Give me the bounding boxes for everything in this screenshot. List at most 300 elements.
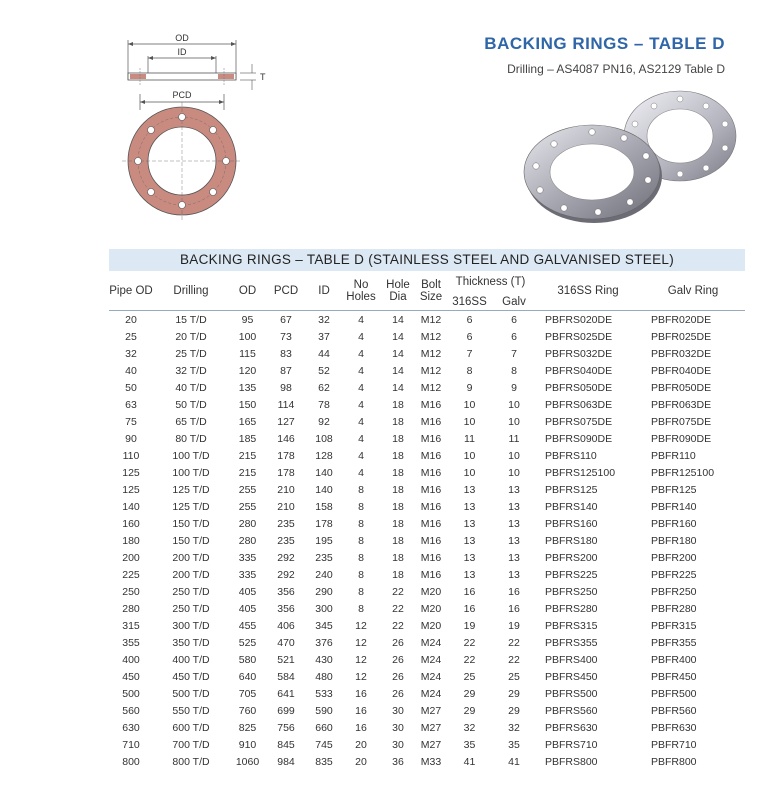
table-row <box>109 481 745 498</box>
cell-id: 235 <box>315 551 333 564</box>
cell-no-holes: 4 <box>358 398 364 411</box>
col-316ss-ring: 316SS Ring <box>557 284 619 297</box>
cell-thickness-316ss: 8 <box>466 364 473 377</box>
cell-316ss-ring: PBFRS032DE <box>545 347 613 360</box>
cell-drilling: 300 T/D <box>172 619 210 632</box>
cell-thickness-316ss: 29 <box>463 687 476 700</box>
cell-no-holes: 16 <box>355 704 367 717</box>
cell-pipe-od: 32 <box>125 347 137 360</box>
t-label: T <box>260 72 266 82</box>
cell-thickness-galv: 29 <box>508 687 520 700</box>
cell-drilling: 32 T/D <box>175 364 207 377</box>
no-holes-line1: No <box>353 278 369 291</box>
table-row <box>109 311 745 329</box>
cell-thickness-316ss: 25 <box>463 670 476 683</box>
cell-no-holes: 8 <box>358 534 364 547</box>
cell-galv-ring: PBFR160 <box>651 517 697 530</box>
cell-pcd: 470 <box>277 636 295 649</box>
cell-pipe-od: 140 <box>122 500 140 513</box>
cell-od: 165 <box>238 415 257 428</box>
col-galv-ring: Galv Ring <box>667 284 719 297</box>
cell-pcd: 984 <box>277 755 295 768</box>
cell-id: 835 <box>315 755 333 768</box>
cell-pipe-od: 355 <box>122 636 140 649</box>
cell-bolt-size: M16 <box>420 551 442 564</box>
table-row <box>109 515 745 532</box>
cell-thickness-316ss: 13 <box>463 517 476 530</box>
header <box>484 34 725 76</box>
cell-id: 140 <box>315 483 333 496</box>
cell-od: 215 <box>238 466 257 479</box>
cell-od: 255 <box>238 483 257 496</box>
cell-id: 158 <box>315 500 333 513</box>
cell-bolt-size: M12 <box>420 330 442 343</box>
cell-316ss-ring: PBFRS250 <box>545 585 598 598</box>
cell-no-holes: 4 <box>358 449 364 462</box>
cell-316ss-ring: PBFRS125 <box>545 483 598 496</box>
col-pipe-od: Pipe OD <box>109 284 153 297</box>
cell-od: 100 <box>238 330 257 343</box>
table-row <box>109 600 745 617</box>
cell-no-holes: 16 <box>355 687 367 700</box>
cell-hole-dia: 14 <box>392 313 404 326</box>
cell-pcd: 756 <box>277 721 295 734</box>
cell-316ss-ring: PBFRS400 <box>545 653 598 666</box>
cell-thickness-316ss: 13 <box>463 483 476 496</box>
cell-od: 705 <box>238 687 257 700</box>
cell-hole-dia: 30 <box>392 704 404 717</box>
cell-thickness-galv: 9 <box>511 381 517 394</box>
table-header <box>109 271 745 311</box>
cell-thickness-galv: 32 <box>508 721 520 734</box>
cell-galv-ring: PBFR800 <box>651 755 697 768</box>
cell-thickness-galv: 6 <box>511 313 517 326</box>
table-row <box>109 447 745 464</box>
cell-316ss-ring: PBFRS125100 <box>545 466 616 479</box>
cell-galv-ring: PBFR250 <box>651 585 697 598</box>
hole-dia-line1: Hole <box>386 278 410 291</box>
table-row <box>109 651 745 668</box>
cell-pcd: 406 <box>277 619 295 632</box>
cell-od: 135 <box>238 381 257 394</box>
cell-id: 345 <box>315 619 333 632</box>
cell-hole-dia: 18 <box>392 551 404 564</box>
cell-bolt-size: M27 <box>420 704 442 717</box>
cell-316ss-ring: PBFRS160 <box>545 517 598 530</box>
cell-316ss-ring: PBFRS075DE <box>545 415 613 428</box>
cell-bolt-size: M16 <box>420 466 442 479</box>
cell-od: 910 <box>238 738 257 751</box>
cell-bolt-size: M16 <box>420 534 442 547</box>
cell-pipe-od: 50 <box>125 381 137 394</box>
table-row <box>109 396 745 413</box>
cell-hole-dia: 18 <box>392 466 404 479</box>
col-pcd: PCD <box>273 284 299 297</box>
cell-bolt-size: M16 <box>420 483 442 496</box>
cell-no-holes: 12 <box>355 619 367 632</box>
col-thickness-316ss: 316SS <box>452 295 487 308</box>
cell-thickness-316ss: 41 <box>463 755 476 768</box>
cell-no-holes: 8 <box>358 602 364 615</box>
cell-pipe-od: 110 <box>122 449 140 462</box>
cell-drilling: 80 T/D <box>175 432 207 445</box>
cell-thickness-316ss: 10 <box>463 398 476 411</box>
cell-thickness-316ss: 22 <box>463 653 476 666</box>
cell-id: 745 <box>315 738 333 751</box>
cell-thickness-galv: 16 <box>508 585 520 598</box>
cell-pipe-od: 250 <box>122 585 140 598</box>
cell-id: 376 <box>315 636 333 649</box>
cell-thickness-316ss: 35 <box>463 738 476 751</box>
cell-drilling: 450 T/D <box>172 670 210 683</box>
cell-bolt-size: M16 <box>420 449 442 462</box>
cell-drilling: 800 T/D <box>172 755 210 768</box>
cell-id: 128 <box>315 449 333 462</box>
cell-no-holes: 16 <box>355 721 367 734</box>
cell-galv-ring: PBFR560 <box>651 704 697 717</box>
cell-316ss-ring: PBFRS560 <box>545 704 598 717</box>
cell-drilling: 550 T/D <box>172 704 210 717</box>
cell-galv-ring: PBFR315 <box>651 619 697 632</box>
cell-no-holes: 8 <box>358 551 364 564</box>
cell-od: 335 <box>238 551 257 564</box>
cell-no-holes: 4 <box>358 364 364 377</box>
cell-thickness-316ss: 16 <box>463 585 476 598</box>
cell-316ss-ring: PBFRS040DE <box>545 364 613 377</box>
cell-od: 335 <box>238 568 257 581</box>
cell-pcd: 641 <box>277 687 295 700</box>
cell-galv-ring: PBFR355 <box>651 636 697 649</box>
cell-no-holes: 4 <box>358 381 364 394</box>
cell-id: 290 <box>315 585 333 598</box>
id-label: ID <box>177 47 187 57</box>
table-row <box>109 566 745 583</box>
cell-id: 300 <box>315 602 333 615</box>
cell-id: 140 <box>315 466 333 479</box>
table-row <box>109 549 745 566</box>
cell-pipe-od: 225 <box>122 568 140 581</box>
cell-id: 52 <box>318 364 330 377</box>
cell-pipe-od: 500 <box>122 687 140 700</box>
cell-bolt-size: M16 <box>420 517 442 530</box>
cell-od: 215 <box>238 449 257 462</box>
cell-thickness-316ss: 22 <box>463 636 476 649</box>
cell-no-holes: 4 <box>358 415 364 428</box>
cell-drilling: 125 T/D <box>172 500 210 513</box>
cell-id: 78 <box>318 398 330 411</box>
cell-bolt-size: M24 <box>420 636 442 649</box>
cell-pcd: 178 <box>277 466 295 479</box>
cell-galv-ring: PBFR110 <box>651 449 696 462</box>
cell-galv-ring: PBFR025DE <box>651 330 712 343</box>
cell-316ss-ring: PBFRS090DE <box>545 432 613 445</box>
cell-bolt-size: M16 <box>420 432 442 445</box>
cell-drilling: 150 T/D <box>172 534 210 547</box>
cell-pcd: 98 <box>280 381 292 394</box>
cell-thickness-galv: 35 <box>508 738 520 751</box>
cell-no-holes: 20 <box>355 755 367 768</box>
cell-drilling: 15 T/D <box>175 313 207 326</box>
cell-bolt-size: M16 <box>420 415 442 428</box>
bolt-size-line1: Bolt <box>421 278 441 291</box>
cell-thickness-galv: 10 <box>508 466 520 479</box>
cell-drilling: 150 T/D <box>172 517 210 530</box>
cell-no-holes: 4 <box>358 432 364 445</box>
cell-drilling: 250 T/D <box>172 585 210 598</box>
cell-bolt-size: M20 <box>420 619 442 632</box>
cell-drilling: 25 T/D <box>175 347 207 360</box>
cell-pipe-od: 180 <box>122 534 140 547</box>
cell-id: 108 <box>315 432 333 445</box>
cell-thickness-316ss: 16 <box>463 602 476 615</box>
cell-id: 62 <box>318 381 330 394</box>
cell-od: 405 <box>238 602 257 615</box>
cell-hole-dia: 26 <box>392 687 404 700</box>
cell-pcd: 127 <box>277 415 295 428</box>
cell-thickness-316ss: 13 <box>463 500 476 513</box>
cell-galv-ring: PBFR050DE <box>651 381 712 394</box>
cell-316ss-ring: PBFRS355 <box>545 636 598 649</box>
cell-thickness-galv: 10 <box>508 398 520 411</box>
cell-pipe-od: 40 <box>125 364 137 377</box>
cell-hole-dia: 36 <box>392 755 404 768</box>
cell-thickness-galv: 16 <box>508 602 520 615</box>
cell-no-holes: 12 <box>355 670 367 683</box>
cell-thickness-316ss: 29 <box>463 704 476 717</box>
cell-thickness-galv: 25 <box>508 670 520 683</box>
cell-id: 92 <box>318 415 330 428</box>
cell-pipe-od: 400 <box>122 653 140 666</box>
cell-od: 1060 <box>235 755 260 768</box>
cell-od: 580 <box>238 653 257 666</box>
cell-pcd: 83 <box>280 347 292 360</box>
cell-hole-dia: 18 <box>392 449 404 462</box>
cell-thickness-galv: 13 <box>508 534 520 547</box>
cell-thickness-galv: 13 <box>508 500 520 513</box>
cell-pipe-od: 450 <box>122 670 140 683</box>
cell-galv-ring: PBFR200 <box>651 551 697 564</box>
cell-thickness-galv: 41 <box>508 755 520 768</box>
cell-thickness-galv: 13 <box>508 551 520 564</box>
col-id: ID <box>318 284 330 297</box>
cell-pcd: 699 <box>277 704 295 717</box>
cell-bolt-size: M20 <box>420 585 442 598</box>
backing-rings-table <box>109 249 745 770</box>
table-row <box>109 634 745 651</box>
cell-thickness-316ss: 10 <box>463 449 476 462</box>
cell-pcd: 235 <box>277 517 295 530</box>
cell-pcd: 845 <box>277 738 295 751</box>
cell-pcd: 356 <box>277 602 295 615</box>
cell-od: 525 <box>238 636 257 649</box>
cell-316ss-ring: PBFRS280 <box>545 602 598 615</box>
cell-pcd: 73 <box>280 330 292 343</box>
table-row <box>109 413 745 430</box>
cell-no-holes: 4 <box>358 313 364 326</box>
cell-thickness-galv: 13 <box>508 517 520 530</box>
cell-galv-ring: PBFR710 <box>651 738 697 751</box>
cell-316ss-ring: PBFRS110 <box>545 449 597 462</box>
cell-pcd: 210 <box>277 483 295 496</box>
cell-316ss-ring: PBFRS630 <box>545 721 598 734</box>
cell-drilling: 20 T/D <box>175 330 207 343</box>
cell-316ss-ring: PBFRS063DE <box>545 398 613 411</box>
cell-id: 37 <box>318 330 330 343</box>
cell-pcd: 210 <box>277 500 295 513</box>
table-row <box>109 464 745 481</box>
cell-thickness-galv: 6 <box>511 330 517 343</box>
cell-galv-ring: PBFR500 <box>651 687 697 700</box>
table-row <box>109 668 745 685</box>
cell-pipe-od: 315 <box>122 619 140 632</box>
col-bolt-size <box>416 271 446 311</box>
cell-hole-dia: 18 <box>392 432 404 445</box>
cell-galv-ring: PBFR040DE <box>651 364 712 377</box>
cell-thickness-316ss: 6 <box>466 330 473 343</box>
table-row <box>109 379 745 396</box>
cell-thickness-316ss: 13 <box>463 568 476 581</box>
product-photo <box>520 88 750 228</box>
cell-hole-dia: 18 <box>392 568 404 581</box>
cell-pcd: 146 <box>277 432 295 445</box>
cell-316ss-ring: PBFRS450 <box>545 670 598 683</box>
cell-pcd: 292 <box>277 568 295 581</box>
table-row <box>109 532 745 549</box>
cell-id: 178 <box>315 517 333 530</box>
cell-bolt-size: M12 <box>420 313 442 326</box>
cell-thickness-316ss: 32 <box>463 721 476 734</box>
cell-thickness-galv: 19 <box>508 619 520 632</box>
cell-pcd: 521 <box>277 653 295 666</box>
cell-od: 640 <box>238 670 257 683</box>
cell-thickness-316ss: 19 <box>463 619 476 632</box>
cell-bolt-size: M24 <box>420 687 442 700</box>
ring-diagram <box>118 28 278 228</box>
cell-bolt-size: M16 <box>420 500 442 513</box>
cell-od: 95 <box>241 313 254 326</box>
table-row <box>109 583 745 600</box>
cell-316ss-ring: PBFRS225 <box>545 568 598 581</box>
cell-pipe-od: 200 <box>122 551 140 564</box>
cell-pipe-od: 125 <box>122 483 140 496</box>
table-row <box>109 430 745 447</box>
cell-id: 533 <box>315 687 333 700</box>
cell-bolt-size: M12 <box>420 364 442 377</box>
cell-thickness-galv: 13 <box>508 568 520 581</box>
cell-galv-ring: PBFR225 <box>651 568 697 581</box>
cell-id: 44 <box>318 347 330 360</box>
cell-od: 760 <box>238 704 257 717</box>
cell-id: 430 <box>315 653 333 666</box>
table-row <box>109 753 745 770</box>
cell-316ss-ring: PBFRS710 <box>545 738 598 751</box>
cell-drilling: 500 T/D <box>172 687 210 700</box>
cell-pipe-od: 800 <box>122 755 140 768</box>
cell-thickness-316ss: 6 <box>466 313 473 326</box>
cell-drilling: 400 T/D <box>172 653 210 666</box>
cell-bolt-size: M20 <box>420 602 442 615</box>
cell-od: 455 <box>238 619 257 632</box>
cell-hole-dia: 26 <box>392 636 404 649</box>
cell-hole-dia: 14 <box>392 364 404 377</box>
cell-hole-dia: 18 <box>392 398 404 411</box>
od-label: OD <box>175 33 189 43</box>
cell-drilling: 100 T/D <box>172 449 210 462</box>
cell-thickness-galv: 29 <box>508 704 520 717</box>
cell-hole-dia: 18 <box>392 517 404 530</box>
cell-thickness-galv: 11 <box>508 432 520 445</box>
cell-galv-ring: PBFR020DE <box>651 313 712 326</box>
cell-drilling: 40 T/D <box>175 381 207 394</box>
cell-drilling: 65 T/D <box>175 415 207 428</box>
cell-pcd: 235 <box>277 534 295 547</box>
cell-bolt-size: M16 <box>420 398 442 411</box>
cell-pipe-od: 63 <box>125 398 137 411</box>
cell-bolt-size: M24 <box>420 670 442 683</box>
page-title: BACKING RINGS – TABLE D <box>484 34 725 53</box>
cell-drilling: 50 T/D <box>175 398 207 411</box>
cell-316ss-ring: PBFRS180 <box>545 534 598 547</box>
cell-od: 280 <box>238 534 257 547</box>
cell-thickness-316ss: 13 <box>463 551 476 564</box>
pcd-label: PCD <box>172 90 192 100</box>
cell-galv-ring: PBFR400 <box>651 653 697 666</box>
cell-no-holes: 8 <box>358 500 364 513</box>
cell-316ss-ring: PBFRS315 <box>545 619 598 632</box>
cell-drilling: 200 T/D <box>172 551 210 564</box>
cell-pipe-od: 20 <box>125 313 137 326</box>
cell-hole-dia: 14 <box>392 381 404 394</box>
cell-thickness-galv: 22 <box>508 653 520 666</box>
cell-hole-dia: 30 <box>392 738 404 751</box>
col-thickness: Thickness (T) <box>455 276 526 288</box>
cell-id: 195 <box>315 534 333 547</box>
hole-dia-line2: Dia <box>389 290 407 303</box>
cell-pcd: 67 <box>280 313 292 326</box>
cell-pipe-od: 710 <box>122 738 140 751</box>
table-banner: BACKING RINGS – TABLE D (STAINLESS STEEL AND GALVANISED STEEL) <box>109 249 745 271</box>
page-subtitle: Drilling – AS4087 PN16, AS2129 Table D <box>507 62 725 76</box>
cell-316ss-ring: PBFRS200 <box>545 551 598 564</box>
cell-hole-dia: 30 <box>392 721 404 734</box>
cell-pipe-od: 630 <box>122 721 140 734</box>
cell-od: 150 <box>238 398 257 411</box>
cell-galv-ring: PBFR090DE <box>651 432 712 445</box>
cell-hole-dia: 18 <box>392 500 404 513</box>
cell-pipe-od: 25 <box>125 330 137 343</box>
cell-no-holes: 8 <box>358 585 364 598</box>
table-row <box>109 702 745 719</box>
cell-hole-dia: 14 <box>392 347 404 360</box>
cell-galv-ring: PBFR125 <box>651 483 697 496</box>
cell-bolt-size: M27 <box>420 721 442 734</box>
col-no-holes <box>342 271 380 311</box>
cell-thickness-galv: 8 <box>511 364 517 377</box>
cell-thickness-316ss: 10 <box>463 415 476 428</box>
cell-pcd: 87 <box>280 364 292 377</box>
cell-thickness-316ss: 9 <box>466 381 473 394</box>
cell-od: 405 <box>238 585 257 598</box>
cell-thickness-galv: 22 <box>508 636 520 649</box>
cell-drilling: 250 T/D <box>172 602 210 615</box>
table-row <box>109 362 745 379</box>
cell-hole-dia: 22 <box>392 619 404 632</box>
cell-pipe-od: 560 <box>122 704 140 717</box>
cell-galv-ring: PBFR125100 <box>651 466 715 479</box>
table-row <box>109 498 745 515</box>
cell-no-holes: 12 <box>355 653 367 666</box>
cell-od: 120 <box>238 364 257 377</box>
